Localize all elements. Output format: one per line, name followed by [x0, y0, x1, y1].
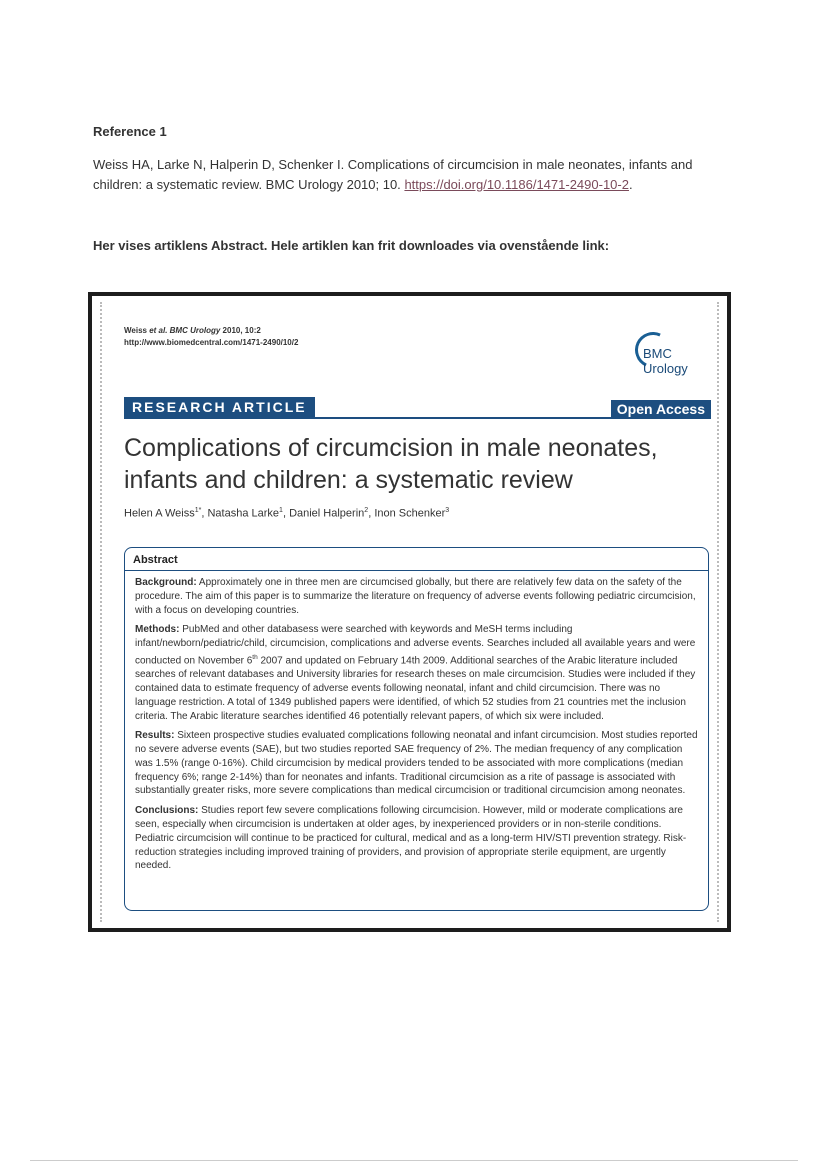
page-bottom-rule	[30, 1160, 798, 1161]
abstract-screenshot-frame	[88, 292, 731, 932]
abstract-box	[124, 547, 709, 911]
abstract-conclusions: Conclusions: Studies report few severe complications following circumcision. However, mild or moderate complications are seen, especially when circumcision is undertaken at older ages, by inexperienced providers or in non-sterile conditions. Pediatric circumcision will continue to be practiced for cultural, medical and as a long-term HIV/STI prevention strategy. Risk-reduction strategies including improved training of providers, and provision of appropriate sterile equipment, are urgently needed.	[135, 805, 687, 872]
citation	[93, 155, 733, 195]
article-title: Complications of circumcision in male neonates, infants and children: a systematic review	[124, 434, 658, 494]
bmc-urology-logo	[629, 328, 699, 384]
abstract-body	[135, 576, 700, 879]
abstract-background: Background: Approximately one in three men are circumcised globally, but there are relatively few data on the safety of the procedure. The aim of this paper is to summarize the literature on frequency of adverse events following pediatric circumcision, with a focus on developing countries.	[135, 577, 696, 616]
reference-label: Reference 1	[93, 124, 167, 139]
journal-citation-line: Weiss et al. BMC Urology 2010, 10:2	[124, 326, 261, 335]
article-page	[100, 302, 719, 922]
article-banner	[124, 397, 711, 419]
citation-trailing: .	[628, 177, 633, 192]
doi-link[interactable]: https://doi.org/10.1186/1471-2490-10-2	[404, 177, 629, 192]
author-list: Helen A Weiss$^{1*}$, Natasha Larke$^1$, Daniel Halperin$^2$, Inon Schenker$^3$	[124, 507, 450, 520]
open-access-badge: Open Access	[611, 400, 711, 418]
citation-text: Weiss HA, Larke N, Halperin D, Schenker I. Complications of circumcision in male neonates, infants and children: a systematic review. BMC Urology 2010; 10.	[93, 157, 693, 192]
intro-text: Her vises artiklens Abstract. Hele artiklen kan frit downloades via ovenstående link:	[93, 238, 610, 253]
abstract-heading: Abstract	[133, 554, 178, 566]
journal-meta	[124, 325, 298, 349]
abstract-methods: Methods: PubMed and other databasess were searched with keywords and MeSH terms including infant/newborn/pediatric/child, circumcision, complications and adverse events. Searches included all available years and were conducted on November 6th 2007 and updated on February 14th 2009. Additional searches of the Arabic literature included searches of relevant databases and University libraries for research theses on male circumcision. Studies were included if they contained data to estimate frequency of adverse events following neonatal, infant and child circumcision. There was no language restriction. A total of 1349 published papers were identified, of which 52 studies from 21 countries met the inclusion criteria. The Arabic literature searches identified 46 potentially relevant papers, of which six were included.	[135, 624, 696, 722]
journal-url: http://www.biomedcentral.com/1471-2490/10/2	[124, 338, 299, 347]
research-article-tag: RESEARCH ARTICLE	[124, 397, 315, 417]
logo-urology: Urology	[643, 361, 688, 376]
abstract-results: Results: Sixteen prospective studies evaluated complications following neonatal and infant circumcision. Most studies reported no severe adverse events (SAE), but two studies reported SAE frequency of 2%. The median frequency of any complication was 1.5% (range 0-16%). Child circumcision by medical providers tended to be associated with more complications (median frequency 6%; range 2-14%) than for neonates and infants. Traditional circumcision as a rite of passage is associated with substantially greater risks, more severe complications than medical circumcision or traditional circumcision among neonates.	[135, 730, 698, 797]
logo-bmc: BMC	[643, 346, 672, 361]
